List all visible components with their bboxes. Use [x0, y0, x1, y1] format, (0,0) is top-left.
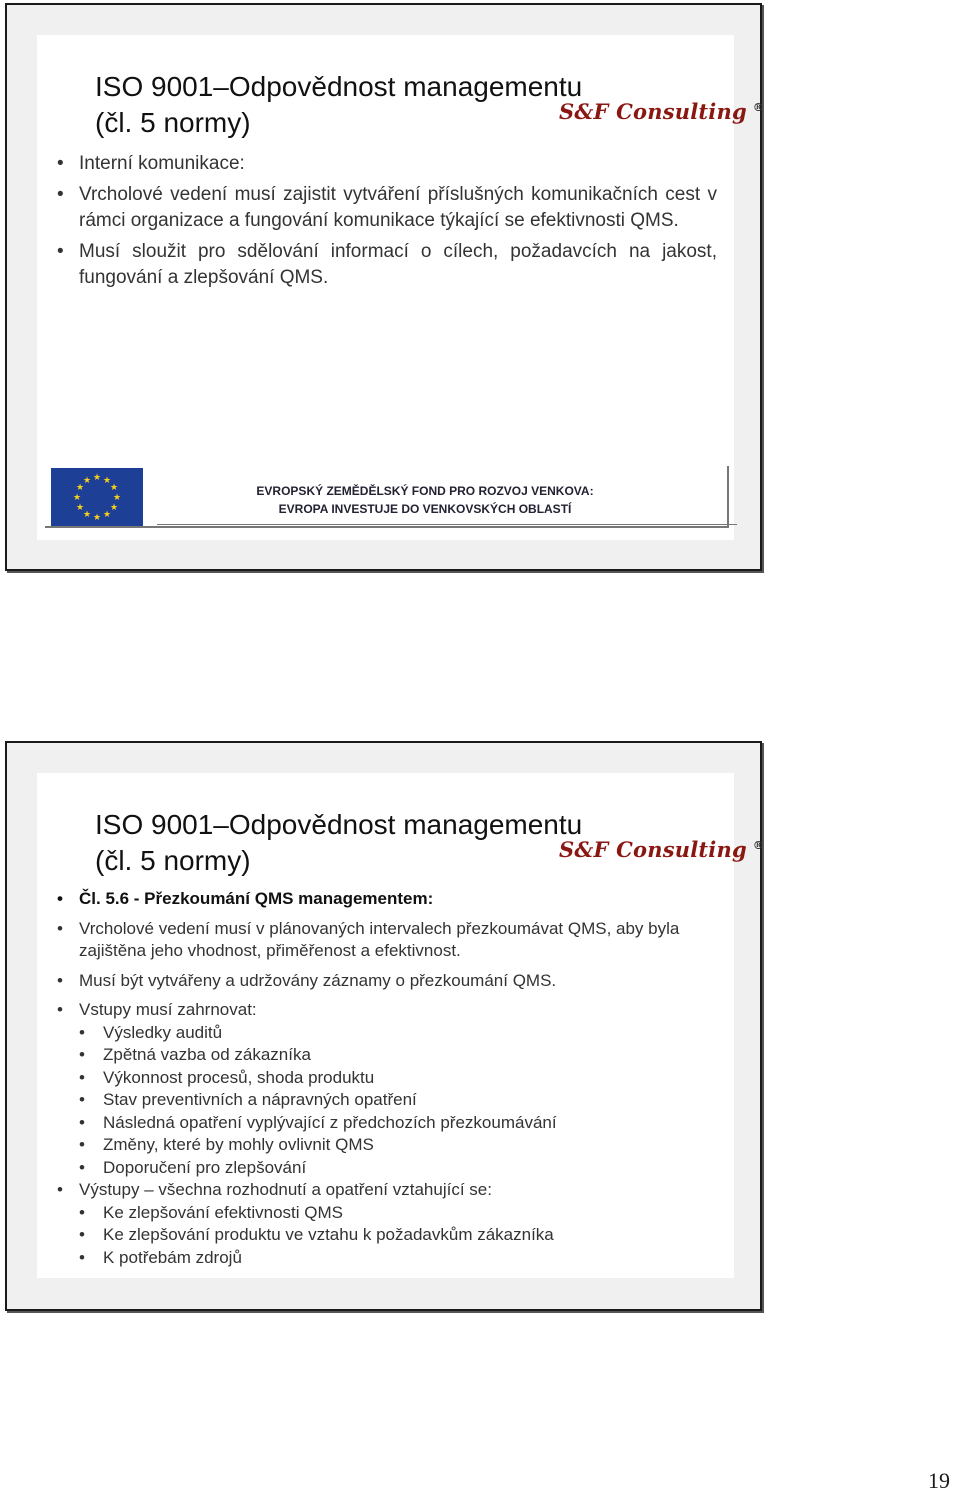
eu-banner-text [157, 482, 693, 518]
svg-text:★: ★ [75, 483, 85, 493]
inputs-label: Vstupy musí zahrnovat: [79, 1000, 257, 1019]
list-item: • Změny, které by mohly ovlivnit QMS [79, 1134, 722, 1157]
page-number: 19 [928, 1468, 950, 1493]
list-item-inputs [57, 999, 722, 1179]
eu-stars-icon [51, 468, 143, 526]
registered-mark: ® [752, 101, 765, 114]
list-item: • Musí sloužit pro sdělování informací o cílech, požadavcích na jakost, fungování a zlepšování QMS. [57, 239, 717, 291]
svg-text:★: ★ [75, 503, 85, 513]
slide-2-title-line2: (čl. 5 normy) [95, 845, 251, 876]
list-item: • Následná opatření vyplývající z předchozích přezkoumávání [79, 1112, 722, 1135]
list-item: • Stav preventivních a nápravných opatření [79, 1089, 722, 1112]
slide-2-bullets [57, 888, 722, 1269]
registered-mark: ® [752, 839, 765, 852]
list-item-outputs [57, 1179, 722, 1269]
svg-text:★: ★ [102, 476, 112, 486]
inputs-list [79, 1022, 722, 1180]
list-item: • Výkonnost procesů, shoda produktu [79, 1067, 722, 1090]
list-item: • Vrcholové vedení musí zajistit vytváření příslušných komunikačních cest v rámci organizace a fungování komunikace týkající se efektivnosti QMS. [57, 182, 717, 234]
eu-funding-banner [45, 466, 729, 528]
slide-2-title-line1: ISO 9001–Odpovědnost managementu [95, 809, 583, 840]
eu-banner-line2: EVROPA INVESTUJE DO VENKOVSKÝCH OBLASTÍ [278, 502, 572, 516]
logo-text: S&F Consulting [559, 837, 747, 862]
svg-text:★: ★ [109, 483, 119, 493]
divider [157, 524, 737, 525]
list-item: • Ke zlepšování produktu ve vztahu k požadavkům zákazníka [79, 1224, 722, 1247]
logo-text: S&F Consulting [559, 99, 747, 124]
svg-text:★: ★ [112, 493, 122, 503]
svg-text:★: ★ [72, 493, 82, 503]
sf-consulting-logo [559, 99, 764, 124]
slide-2 [5, 741, 765, 1311]
svg-text:★: ★ [82, 476, 92, 486]
eu-banner-line1: EVROPSKÝ ZEMĚDĚLSKÝ FOND PRO ROZVOJ VENKOVA: [256, 484, 594, 498]
eu-flag-icon [51, 468, 143, 526]
outputs-label: Výstupy – všechna rozhodnutí a opatření vztahující se: [79, 1180, 492, 1199]
slide-1 [5, 3, 765, 571]
slide-1-bullets [57, 151, 717, 291]
svg-text:★: ★ [109, 503, 119, 513]
list-item: • Doporučení pro zlepšování [79, 1157, 722, 1180]
slide-1-content [37, 35, 765, 540]
outputs-list [79, 1202, 722, 1270]
list-item: • K potřebám zdrojů [79, 1247, 722, 1270]
list-item: • Interní komunikace: [57, 151, 717, 177]
svg-text:★: ★ [82, 510, 92, 520]
slide-2-content [37, 773, 765, 1278]
slide-2-title [95, 807, 582, 879]
svg-text:★: ★ [92, 513, 102, 523]
list-item: • Ke zlepšování efektivnosti QMS [79, 1202, 722, 1225]
slide-1-title-line1: ISO 9001–Odpovědnost managementu [95, 71, 583, 102]
slide-1-title-line2: (čl. 5 normy) [95, 107, 251, 138]
svg-text:★: ★ [92, 473, 102, 483]
list-item: • Vrcholové vedení musí v plánovaných intervalech přezkoumávat QMS, aby byla zajištěna jeho vhodnost, přiměřenost a efektivnost. [57, 918, 722, 963]
list-item: • Zpětná vazba od zákazníka [79, 1044, 722, 1067]
list-item: • Výsledky auditů [79, 1022, 722, 1045]
list-item: • Musí být vytvářeny a udržovány záznamy o přezkoumání QMS. [57, 970, 722, 993]
svg-text:★: ★ [102, 510, 112, 520]
sf-consulting-logo [559, 837, 764, 862]
slide-1-title [95, 69, 582, 141]
section-heading: • Čl. 5.6 - Přezkoumání QMS managementem: [57, 888, 722, 911]
